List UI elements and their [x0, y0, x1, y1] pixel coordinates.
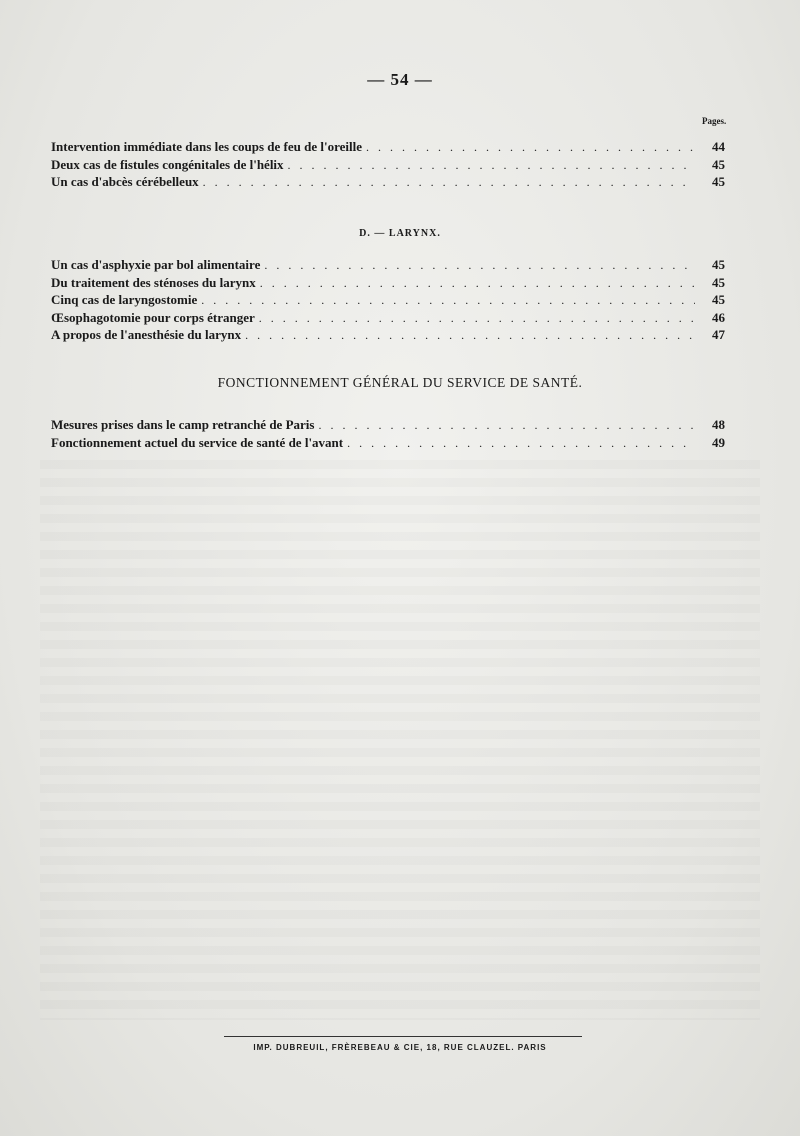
toc-entry-page: 45 — [712, 274, 725, 290]
show-through-texture — [40, 460, 760, 1020]
leader-dots — [201, 292, 695, 310]
toc-entry-title: Un cas d'asphyxie par bol alimentaire — [51, 257, 261, 272]
toc-entry-page: 48 — [712, 417, 725, 432]
toc-entry — [51, 434, 725, 452]
section-heading-service: FONCTIONNEMENT GÉNÉRAL DU SERVICE DE SANTÉ. — [217, 375, 583, 390]
toc-entry — [51, 309, 725, 327]
toc-group-ear — [51, 138, 725, 191]
page-number: — 54 — — [367, 70, 433, 89]
section-heading-larynx: D. — LARYNX. — [359, 228, 441, 239]
toc-entry-title: Mesures prises dans le camp retranché de Paris — [51, 417, 315, 432]
toc-entry-page: 47 — [712, 327, 725, 342]
leader-dots — [288, 157, 695, 175]
toc-entry — [51, 156, 725, 174]
leader-dots — [264, 257, 695, 275]
toc-entry-title: A propos de l'anesthésie du larynx — [51, 327, 242, 342]
toc-entry-page: 46 — [712, 309, 725, 325]
toc-group-service — [51, 416, 725, 451]
printer-imprint: IMP. DUBREUIL, FRÈREBEAU & CIE, 18, RUE CLAUZEL. PARIS — [253, 1043, 547, 1052]
imprint-rule — [224, 1036, 582, 1037]
leader-dots — [318, 417, 695, 435]
toc-entry — [51, 138, 725, 156]
toc-entry — [51, 416, 725, 434]
toc-entry-page: 45 — [712, 156, 725, 172]
toc-entry-title: Deux cas de fistules congénitales de l'hélix — [51, 156, 284, 172]
leader-dots — [259, 310, 695, 328]
toc-entry-page: 49 — [712, 434, 725, 450]
leader-dots — [366, 139, 695, 157]
toc-entry — [51, 274, 725, 292]
toc-entry-title: Un cas d'abcès cérébelleux — [51, 174, 199, 189]
toc-entry-title: Œsophagotomie pour corps étranger — [51, 309, 255, 325]
toc-entry-page: 45 — [712, 257, 725, 272]
toc-entry-title: Intervention immédiate dans les coups de feu de l'oreille — [51, 139, 363, 154]
toc-entry-title: Cinq cas de laryngostomie — [51, 292, 198, 307]
toc-entry — [51, 326, 725, 344]
pages-column-label: Pages. — [702, 116, 727, 126]
toc-entry-page: 45 — [712, 174, 725, 189]
toc-entry — [51, 173, 725, 191]
toc-entry-title: Fonctionnement actuel du service de santé de l'avant — [51, 434, 344, 450]
toc-entry-page: 45 — [712, 292, 725, 307]
toc-entry — [51, 291, 725, 309]
leader-dots — [347, 435, 695, 453]
leader-dots — [203, 174, 695, 192]
leader-dots — [245, 327, 695, 345]
leader-dots — [260, 275, 695, 293]
toc-entry-title: Du traitement des sténoses du larynx — [51, 274, 256, 290]
toc-group-larynx — [51, 256, 725, 344]
toc-entry — [51, 256, 725, 274]
toc-entry-page: 44 — [712, 139, 725, 154]
